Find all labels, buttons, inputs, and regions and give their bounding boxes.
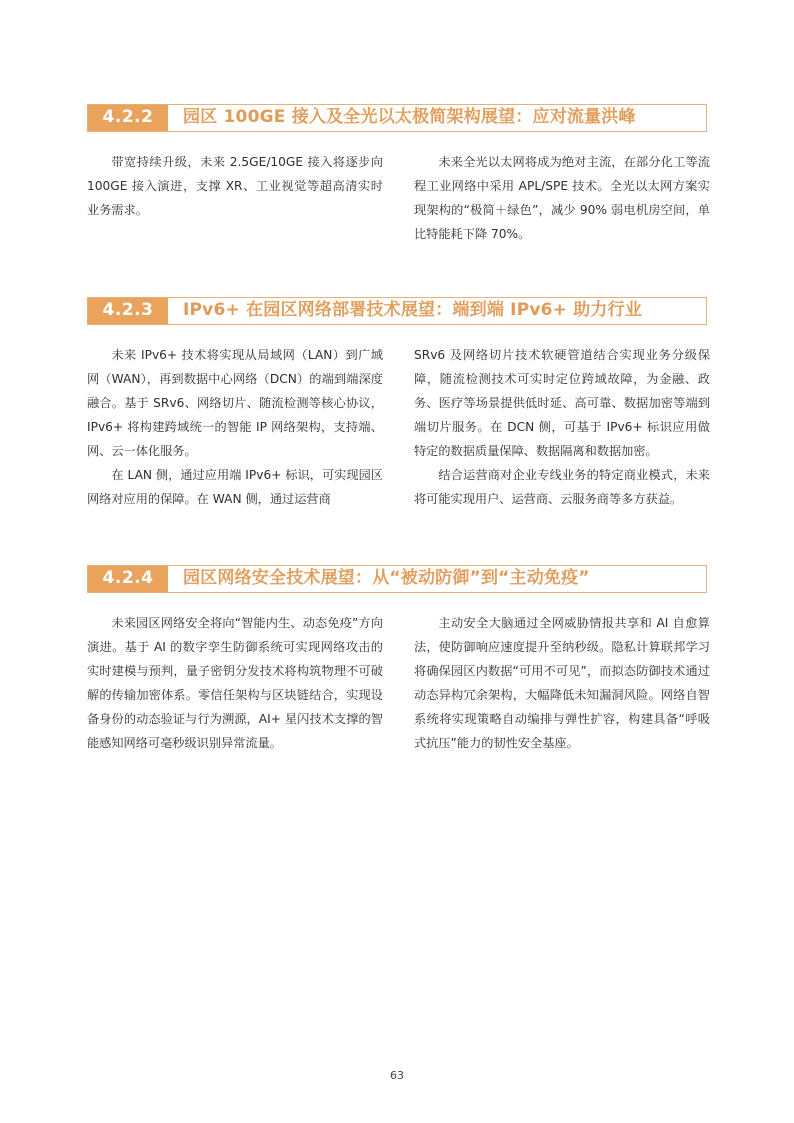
section-title: IPv6+ 在园区网络部署技术展望：端到端 IPv6+ 助力行业 — [183, 300, 643, 320]
section-body — [87, 150, 710, 310]
section-4-2-2 — [87, 104, 710, 310]
section-number: 4.2.4 — [88, 566, 168, 592]
right-column — [414, 150, 710, 246]
section-heading — [87, 297, 707, 325]
section-heading — [87, 104, 707, 132]
paragraph: 未来全光以太网将成为绝对主流，在部分化工等流程工业网络中采用 APL/SPE 技术。全光以太网方案实现架构的“极简＋绿色”，减少 90% 弱电机房空间，单比特能耗下降 70%。 — [414, 155, 710, 241]
section-4-2-3 — [87, 297, 710, 513]
section-heading — [87, 565, 707, 593]
section-4-2-4 — [87, 565, 710, 771]
left-column — [87, 150, 383, 222]
section-body — [87, 611, 710, 771]
section-body — [87, 343, 710, 513]
paragraph: 未来 IPv6+ 技术将实现从局域网（LAN）到广域网（WAN），再到数据中心网络（DCN）的端到端深度融合。基于 SRv6、网络切片、随流检测等核心协议，IPv6+ 将构建跨域统一的智能 IP 网络架构，支持端、网、云一体化服务。 — [87, 348, 383, 458]
section-title: 园区 100GE 接入及全光以太极简架构展望：应对流量洪峰 — [183, 107, 636, 127]
paragraph-continued: SRv6 及网络切片技术软硬管道结合实现业务分级保障，随流检测技术可实时定位跨域故障，为金融、政务、医疗等场景提供低时延、高可靠、数据加密等端到端切片服务。在 DCN 侧，可基于 IPv6+ 标识应用做特定的数据质量保障、数据隔离和数据加密。 — [414, 348, 710, 458]
left-column — [87, 343, 383, 511]
section-title: 园区网络安全技术展望：从“被动防御”到“主动免疫” — [183, 568, 590, 588]
paragraph: 在 LAN 侧，通过应用端 IPv6+ 标识，可实现园区网络对应用的保障。在 WAN 侧，通过运营商 — [87, 468, 383, 506]
left-column — [87, 611, 383, 755]
paragraph: 主动安全大脑通过全网威胁情报共享和 AI 自愈算法，使防御响应速度提升至纳秒级。隐私计算联邦学习将确保园区内数据“可用不可见”，而拟态防御技术通过动态异构冗余架构，大幅降低未知漏洞风险。网络自智系统将实现策略自动编排与弹性扩容，构建具备“呼吸式抗压”能力的韧性安全基座。 — [414, 616, 710, 750]
section-number: 4.2.3 — [88, 298, 168, 324]
paragraph: 未来园区网络安全将向“智能内生、动态免疫”方向演进。基于 AI 的数字孪生防御系统可实现网络攻击的实时建模与预判，量子密钥分发技术将构筑物理不可破解的传输加密体系。零信任架构与区块链结合，实现设备身份的动态验证与行为溯源，AI+ 星闪技术支撑的智能感知网络可毫秒级识别异常流量。 — [87, 616, 383, 750]
right-column — [414, 611, 710, 755]
paragraph: 带宽持续升级，未来 2.5GE/10GE 接入将逐步向 100GE 接入演进，支撑 XR、工业视觉等超高清实时业务需求。 — [87, 155, 383, 217]
section-number: 4.2.2 — [88, 105, 168, 131]
right-column — [414, 343, 710, 511]
paragraph: 结合运营商对企业专线业务的特定商业模式，未来将可能实现用户、运营商、云服务商等多方获益。 — [414, 468, 710, 506]
page-number: 63 — [390, 1069, 404, 1082]
